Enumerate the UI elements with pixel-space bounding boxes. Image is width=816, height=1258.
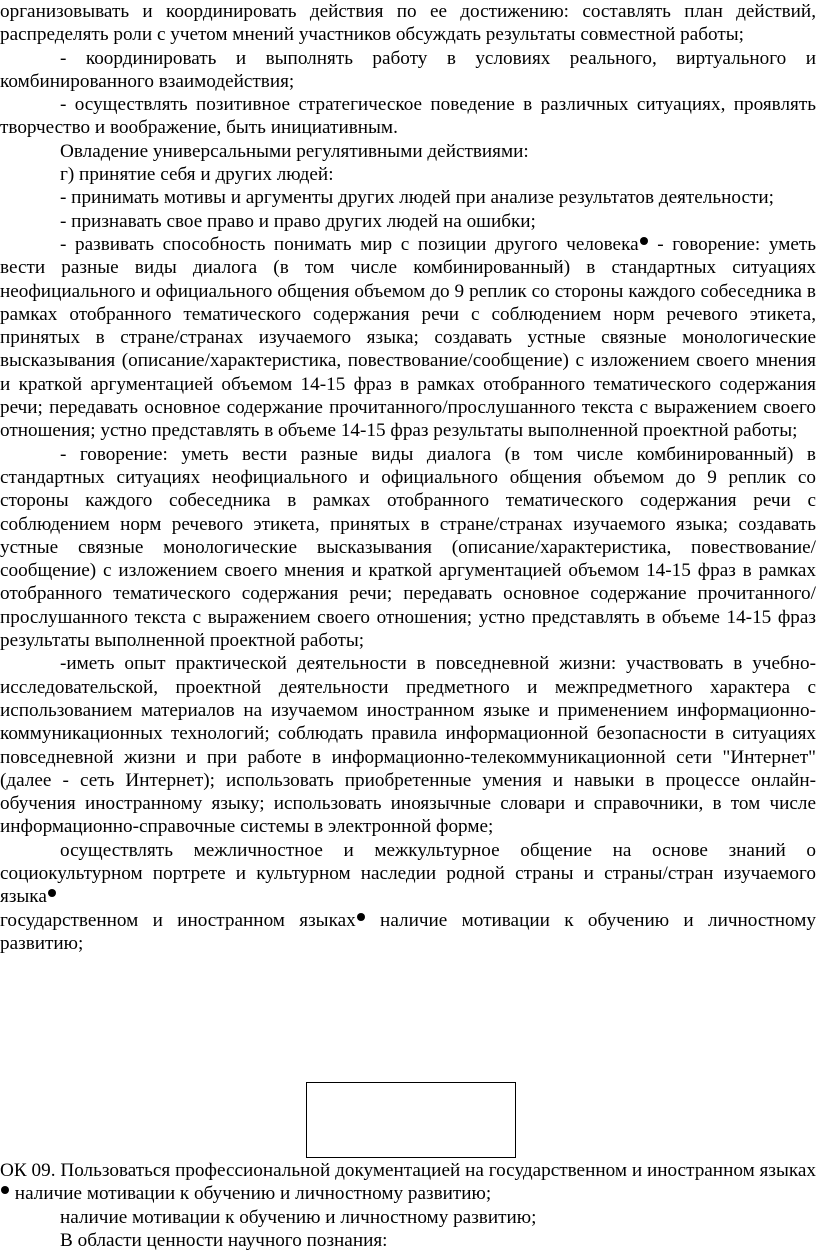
section-heading: Овладение универсальными регулятивными действиями:	[60, 140, 529, 162]
paragraph: наличие мотивации к обучению и личностному развитию;	[60, 1206, 537, 1228]
paragraph-text: государственном и иностранном языках	[0, 909, 356, 931]
section-heading: В области ценности научного познания:	[60, 1229, 388, 1251]
paragraph	[0, 839, 816, 909]
paragraph: - координировать и выполнять работу в условиях реального, виртуального и комбинированного взаимодействия;	[0, 47, 816, 92]
paragraph-text: - развивать способность понимать мир с позиции другого человека	[60, 233, 639, 255]
paragraph-text: наличие мотивации к обучению и личностному развитию;	[0, 909, 816, 954]
paragraph: - признавать свое право и право других людей на ошибки;	[60, 210, 536, 232]
subsection-heading: г) принятие себя и других людей:	[60, 164, 334, 186]
competency-item	[0, 1159, 816, 1206]
paragraph-text: - говорение: уметь вести разные виды диалога (в том числе комбинированный) в стандартных ситуациях неофициального и официального общения объемом до 9 реплик со стороны каждого собеседника в рамках отобранного тематического содержания речи с соблюдением норм речевого этикета, принятых в стране/странах изучаемого языка; создавать устные связные монологические высказывания (описание/характеристика, повествование/сообщение) с изложением своего мнения и краткой аргументацией объемом 14-15 фраз в рамках отобранного тематического содержания речи; передавать основное содержание прочитанного/прослушанного текста с выражением своего отношения; устно представлять в объеме 14-15 фраз результаты выполненной проектной работы;	[0, 233, 816, 442]
paragraph	[0, 233, 816, 443]
competency-text: ОК 09. Пользоваться профессиональной документацией на государственном и иностранном языках	[0, 1160, 816, 1181]
bullet-icon	[1, 1186, 9, 1194]
paragraph: организовывать и координировать действия по ее достижению: составлять план действий, распределять роли с учетом мнений участников обсуждать результаты совместной работы;	[0, 1, 816, 46]
bullet-icon	[357, 913, 365, 921]
paragraph-text: осуществлять межличностное и межкультурное общение на основе знаний о социокультурном портрете и культурном наследии родной страны и страны/стран изучаемого	[0, 839, 816, 884]
bullet-icon	[48, 889, 56, 897]
paragraph	[0, 909, 816, 956]
paragraph: - говорение: уметь вести разные виды диалога (в том числе комбинированный) в стандартных ситуациях неофициального и официального общения объемом до 9 реплик со стороны каждого собеседника в рамках отобранного тематического содержания речи с соблюдением норм речевого этикета, принятых в стране/странах изучаемого языка; создавать устные связные монологические высказывания (описание/характеристика, повествование/сообщение) с изложением своего мнения и краткой аргументацией объемом 14-15 фраз в рамках отобранного тематического содержания речи; передавать основное содержание прочитанного/прослушанного текста с выражением своего отношения; устно представлять в объеме 14-15 фраз результаты выполненной проектной работы;	[0, 443, 816, 652]
competency-text: наличие мотивации к обучению и личностному развитию;	[10, 1183, 492, 1205]
paragraph: - осуществлять позитивное стратегическое поведение в различных ситуациях, проявлять творчество и воображение, быть инициативным.	[0, 94, 816, 139]
empty-frame	[306, 1082, 516, 1158]
bullet-icon	[640, 237, 648, 245]
ok09-block	[0, 1159, 816, 1252]
paragraph-text: языка	[0, 886, 47, 908]
paragraph: - принимать мотивы и аргументы других людей при анализе результатов деятельности;	[60, 187, 774, 209]
paragraph: -иметь опыт практической деятельности в повседневной жизни: участвовать в учебно-исследовательской, проектной деятельности предметного и межпредметного характера с использованием материалов на изучаемом иностранном языке и применением информационно-коммуникационных технологий; соблюдать правила информационной безопасности в ситуациях повседневной жизни и при работе в информационно-телекоммуникационной сети "Интернет" (далее - сеть Интернет); использовать приобретенные умения и навыки в процессе онлайн-обучения иностранному языку; использовать иноязычные словари и справочники, в том числе информационно-справочные системы в электронной форме;	[0, 653, 816, 838]
